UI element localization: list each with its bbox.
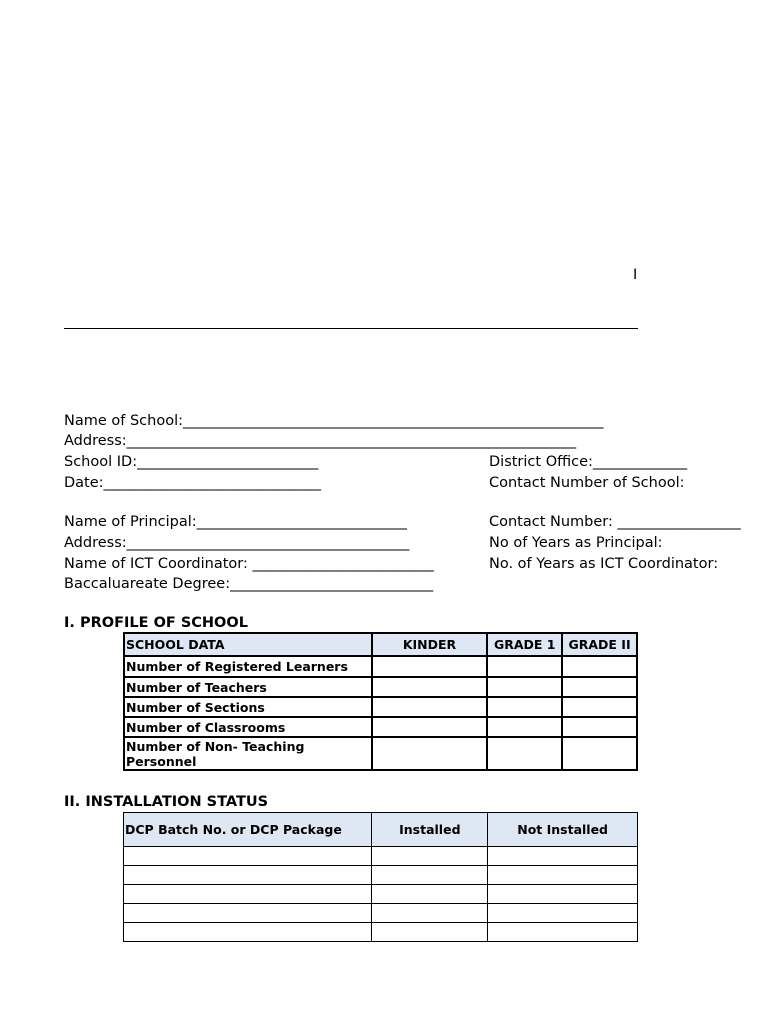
header-divider [64, 328, 638, 329]
column-header: GRADE 1 [487, 633, 562, 656]
years-as-ict-field: No. of Years as ICT Coordinator: [489, 556, 719, 572]
input-cell[interactable] [124, 885, 372, 904]
input-cell[interactable] [372, 866, 488, 885]
input-cell[interactable] [488, 866, 638, 885]
column-header: Installed [372, 813, 488, 847]
principal-contact-number-field: Contact Number: _________________ [489, 514, 741, 530]
principal-address-field: Address:_______________________________________ [64, 535, 410, 551]
installation-status-heading: II. INSTALLATION STATUS [64, 794, 269, 810]
school-profile-table [123, 632, 638, 771]
input-cell[interactable] [372, 656, 488, 677]
district-office-field: District Office:_____________ [489, 454, 688, 470]
table-header-row [124, 813, 638, 847]
input-cell[interactable] [488, 904, 638, 923]
input-cell[interactable] [372, 677, 488, 697]
table-header-row [124, 633, 637, 656]
table-row [124, 904, 638, 923]
column-header: Not Installed [488, 813, 638, 847]
input-cell[interactable] [372, 923, 488, 942]
table-row [124, 866, 638, 885]
column-header: GRADE II [562, 633, 637, 656]
column-header: KINDER [372, 633, 488, 656]
input-cell[interactable] [487, 677, 562, 697]
table-row [124, 677, 637, 697]
row-label: Number of Sections [124, 697, 372, 717]
row-label: Number of Classrooms [124, 717, 372, 737]
ict-coordinator-field: Name of ICT Coordinator: _________________________ [64, 556, 434, 572]
input-cell[interactable] [372, 737, 488, 770]
table-row [124, 885, 638, 904]
school-id-field: School ID:_________________________ [64, 454, 319, 470]
years-as-principal-field: No of Years as Principal: [489, 535, 663, 551]
input-cell[interactable] [488, 885, 638, 904]
table-row [124, 717, 637, 737]
input-cell[interactable] [372, 717, 488, 737]
input-cell[interactable] [124, 866, 372, 885]
table-row [124, 923, 638, 942]
table-row [124, 656, 637, 677]
input-cell[interactable] [562, 697, 637, 717]
input-cell[interactable] [562, 656, 637, 677]
clipped-title-fragment: I [633, 267, 638, 283]
input-cell[interactable] [562, 717, 637, 737]
table-row [124, 737, 637, 770]
baccalaureate-degree-field: Baccaluareate Degree:____________________________ [64, 576, 434, 592]
date-field: Date:______________________________ [64, 475, 322, 491]
input-cell[interactable] [372, 904, 488, 923]
table-row [124, 697, 637, 717]
input-cell[interactable] [124, 923, 372, 942]
name-of-principal-field: Name of Principal:_____________________________ [64, 514, 407, 530]
input-cell[interactable] [372, 697, 488, 717]
row-label: Number of Non- Teaching Personnel [124, 737, 372, 770]
input-cell[interactable] [487, 656, 562, 677]
profile-of-school-heading: I. PROFILE OF SCHOOL [64, 615, 248, 631]
installation-status-table [123, 812, 638, 942]
input-cell[interactable] [487, 737, 562, 770]
column-header: SCHOOL DATA [124, 633, 372, 656]
table-row [124, 847, 638, 866]
row-label: Number of Registered Learners [124, 656, 372, 677]
name-of-school-field: Name of School:__________________________________________________________ [64, 413, 604, 429]
school-address-field: Address:______________________________________________________________ [64, 433, 577, 449]
school-contact-number-field: Contact Number of School: [489, 475, 685, 491]
input-cell[interactable] [124, 904, 372, 923]
input-cell[interactable] [488, 923, 638, 942]
column-header: DCP Batch No. or DCP Package [124, 813, 372, 847]
input-cell[interactable] [372, 885, 488, 904]
input-cell[interactable] [487, 697, 562, 717]
input-cell[interactable] [488, 847, 638, 866]
input-cell[interactable] [562, 737, 637, 770]
input-cell[interactable] [562, 677, 637, 697]
input-cell[interactable] [487, 717, 562, 737]
input-cell[interactable] [372, 847, 488, 866]
row-label: Number of Teachers [124, 677, 372, 697]
input-cell[interactable] [124, 847, 372, 866]
